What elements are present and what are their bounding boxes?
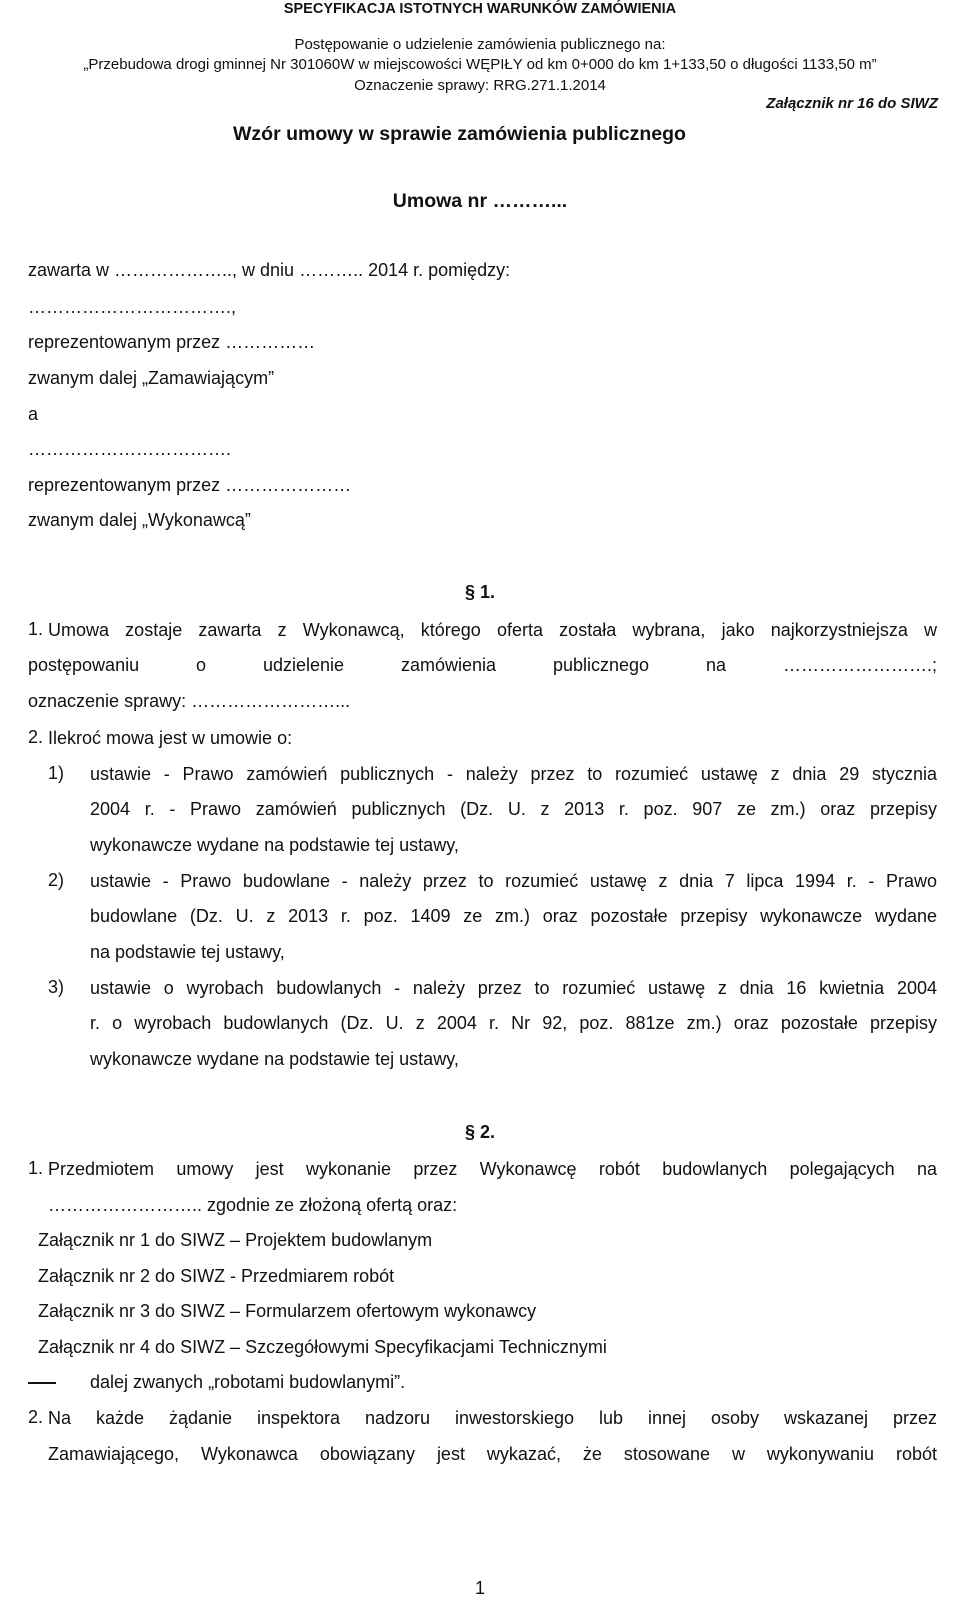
s1-item3-line3: wykonawcze wydane na podstawie tej ustawy,	[90, 1049, 459, 1069]
s1-item2-number: 2)	[48, 870, 65, 890]
s1-p2-number: 2.	[28, 727, 44, 747]
page-number: 1	[474, 1578, 485, 1598]
document-title: Wzór umowy w sprawie zamówienia publicznego	[233, 123, 686, 145]
project-name: „Przebudowa drogi gminnej Nr 301060W w miejscowości WĘPIŁY od km 0+000 do km 1+133,50 o długości 1133,50 m”	[83, 56, 877, 73]
s2-p2-line1: Na każde żądanie inspektora nadzoru inwestorskiego lub innej osoby wskazanej przez	[48, 1408, 937, 1428]
s1-p1-line2: postępowaniu o udzielenie zamówienia publicznego na …………………….;	[28, 655, 937, 675]
parties-line-party2: …………………………….	[28, 439, 232, 459]
spec-title: SPECYFIKACJA ISTOTNYCH WARUNKÓW ZAMÓWIENIA	[283, 1, 677, 17]
attachment-label: Załącznik nr 16 do SIWZ	[766, 95, 938, 112]
s1-item2-line3: na podstawie tej ustawy,	[90, 942, 285, 962]
attachment-1: Załącznik nr 1 do SIWZ – Projektem budowlanym	[38, 1230, 433, 1250]
s2-p2-line2: Zamawiającego, Wykonawca obowiązany jest wykazać, że stosowane w wykonywaniu robót	[48, 1444, 937, 1464]
s1-p2-line1: Ilekroć mowa jest w umowie o:	[48, 728, 293, 748]
s1-item1-number: 1)	[48, 763, 65, 783]
s1-p1-number: 1.	[28, 619, 44, 639]
parties-line-place-date: zawarta w ……………….., w dniu ……….. 2014 r. pomiędzy:	[28, 260, 511, 280]
parties-line-rep2: reprezentowanym przez …………………	[28, 475, 352, 495]
procedure-line: Postępowanie o udzielenie zamówienia publicznego na:	[294, 36, 666, 53]
s2-p1-line1: Przedmiotem umowy jest wykonanie przez Wykonawcę robót budowlanych polegających na	[48, 1159, 937, 1179]
section-2-heading: § 2.	[464, 1122, 496, 1142]
section-1-heading: § 1.	[464, 582, 496, 602]
s1-item2-line1: ustawie - Prawo budowlane - należy przez to rozumieć ustawę z dnia 7 lipca 1994 r. - Prawo	[90, 871, 937, 891]
s1-item1-line3: wykonawcze wydane na podstawie tej ustawy,	[90, 835, 459, 855]
parties-line-and: a	[28, 404, 39, 424]
s1-item3-line1: ustawie o wyrobach budowlanych - należy przez to rozumieć ustawę z dnia 16 kwietnia 2004	[90, 978, 937, 998]
parties-line-rep1: reprezentowanym przez ……………	[28, 332, 316, 352]
attachment-2: Załącznik nr 2 do SIWZ - Przedmiarem robót	[38, 1266, 395, 1286]
s1-item3-line2: r. o wyrobach budowlanych (Dz. U. z 2004 r. Nr 92, poz. 881ze zm.) oraz pozostałe przepisy	[90, 1013, 937, 1033]
s1-item1-line1: ustawie - Prawo zamówień publicznych - należy przez to rozumieć ustawę z dnia 29 stycznia	[90, 764, 937, 784]
s1-p1-line1: Umowa zostaje zawarta z Wykonawcą, którego oferta została wybrana, jako najkorzystniejsza w	[48, 620, 937, 640]
s1-item1-line2: 2004 r. - Prawo zamówień publicznych (Dz. U. z 2013 r. poz. 907 ze zm.) oraz przepisy	[90, 799, 937, 819]
attachment-4: Załącznik nr 4 do SIWZ – Szczegółowymi Specyfikacjami Technicznymi	[38, 1337, 607, 1357]
attachment-3: Załącznik nr 3 do SIWZ – Formularzem ofertowym wykonawcy	[38, 1301, 537, 1321]
s2-p1-number: 1.	[28, 1158, 44, 1178]
parties-line-ordering: zwanym dalej „Zamawiającym”	[28, 368, 275, 388]
parties-line-contractor: zwanym dalej „Wykonawcą”	[28, 510, 251, 530]
dash-bullet	[28, 1382, 56, 1384]
parties-line-party1: …………………………….,	[28, 297, 237, 317]
s1-item3-number: 3)	[48, 977, 65, 997]
s1-item2-line2: budowlane (Dz. U. z 2013 r. poz. 1409 ze zm.) oraz pozostałe przepisy wykonawcze wydane	[90, 906, 937, 926]
s1-p1-line3: oznaczenie sprawy: ……………………...	[28, 691, 351, 711]
s2-p2-number: 2.	[28, 1407, 44, 1427]
s2-p1-line2: …………………….. zgodnie ze złożoną ofertą oraz:	[48, 1195, 458, 1215]
works-definition: dalej zwanych „robotami budowlanymi”.	[90, 1372, 406, 1392]
contract-number: Umowa nr ………...	[392, 190, 568, 212]
case-reference: Oznaczenie sprawy: RRG.271.1.2014	[354, 77, 606, 94]
